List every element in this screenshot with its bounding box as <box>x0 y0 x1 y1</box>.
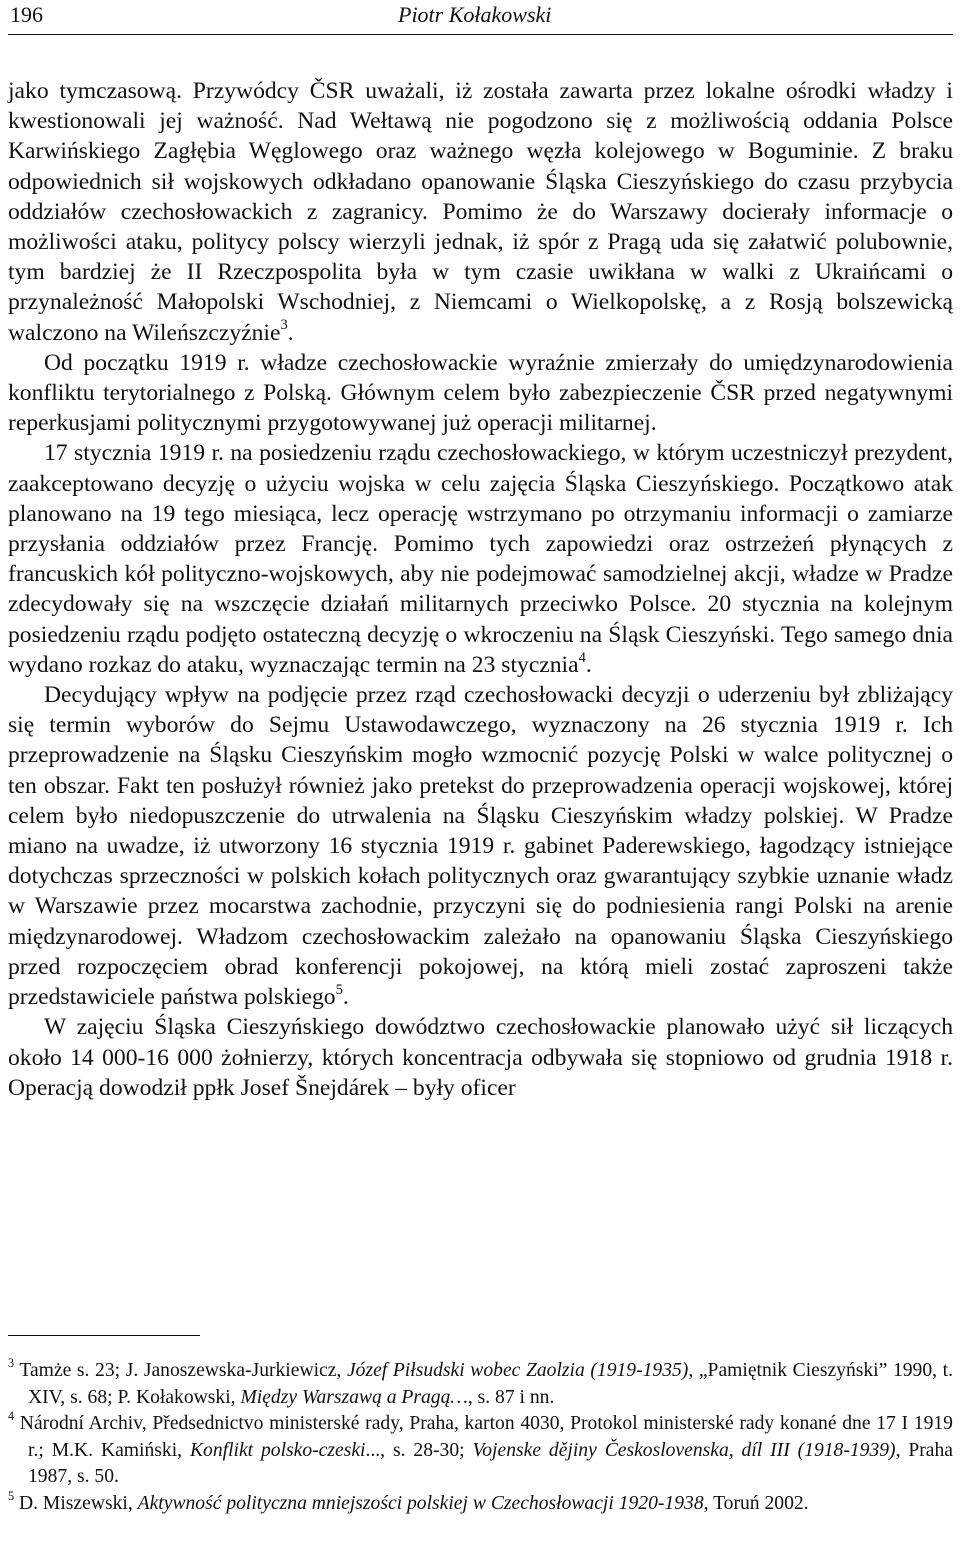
paragraph <box>8 680 953 1012</box>
footnote-number: 5 <box>8 1488 15 1503</box>
footnote-3 <box>8 1358 953 1411</box>
document-page <box>8 0 953 1552</box>
paragraph-end: . <box>585 651 592 678</box>
footnote-text: , Toruń 2002. <box>703 1492 809 1514</box>
paragraph-text: jako tymczasową. Przywódcy ČSR uważali, iż została zawarta przez lokalne ośrodki władzy i kwestionowali jej ważność. Nad Wełtawą nie pogodzono się z możliwością oddania Polsce Karwińskiego Zagłębia Węglowego oraz ważnego węzła kolejowego w Boguminie. Z braku odpowiednich sił wojskowych odkładano opanowanie Śląska Cieszyńskiego do czasu przybycia oddziałów czechosłowackich z zagranicy. Pomimo że do Warszawy docierały informacje o możliwości ataku, politycy polscy wierzyli jednak, iż spór z Pragą uda się załatwić polubownie, tym bardziej że II Rzeczpospolita była w tym czasie uwikłana w walki z Ukraińcami o przynależność Małopolski Wschodniej, z Niemcami o Wielkopolskę, a z Rosją bolszewicką walczono na Wileńszczyźnie <box>8 78 953 346</box>
footnote-5 <box>8 1488 953 1518</box>
paragraph-text: 17 stycznia 1919 r. na posiedzeniu rządu czechosłowackiego, w którym uczestniczył prezydent, zaakceptowano decyzję o użyciu wojska w celu zajęcia Śląska Cieszyńskiego. Początkowo atak planowano na 19 tego miesiąca, lecz operację wstrzymano po otrzymaniu informacji o zamiarze przysłania oddziałów przez Francję. Pomimo tych zapowiedzi oraz ostrzeżeń płynących z francuskich kół polityczno-wojskowych, aby nie podejmować samodzielnej akcji, władze w Pradze zdecydowały się na wszczęcie działań militarnych przeciwko Polsce. 20 stycznia na kolejnym posiedzeniu rządu podjęto ostateczną decyzję o wkroczeniu na Śląsk Cieszyński. Tego samego dnia wydano rozkaz do ataku, wyznaczając termin na 23 stycznia <box>8 440 953 678</box>
paragraph-end: . <box>287 319 294 346</box>
footnote-title: Józef Piłsudski wobec Zaolzia (1919-1935) <box>346 1360 689 1381</box>
paragraph: Od początku 1919 r. władze czechosłowackie wyraźnie zmierzały do umiędzynarodowienia konfliktu terytorialnego z Polską. Głównym celem było zabezpieczenie ČSR przed negatywnymi reperkusjami politycznymi przygotowywanej już operacji militarnej. <box>8 349 953 437</box>
footnote-text: D. Miszewski, <box>18 1492 138 1514</box>
paragraph-text: Decydujący wpływ na podjęcie przez rząd czechosłowacki decyzji o uderzeniu był zbliżający się termin wyborów do Sejmu Ustawodawczego, wyznaczony na 26 stycznia 1919 r. Ich przeprowadzenie na Śląsku Cieszyńskim mogło wzmocnić pozycję Polski w walce politycznej o ten obszar. Fakt ten posłużył również jako pretekst do przeprowadzenia operacji wojskowej, której celem było niedopuszczenie do utrwalenia na Śląsku Cieszyńskim władzy polskiej. W Pradze miano na uwadze, iż utworzony 16 stycznia 1919 r. gabinet Paderewskiego, łagodzący istniejące dotychczas sprzeczności w polskich kołach politycznych oraz gwarantujący szybkie uznanie władz w Warszawie przez mocarstwa zachodnie, przyczyni się do podniesienia rangi Polski na arenie międzynarodowej. Władzom czechosłowackim zależało na opanowaniu Śląska Cieszyńskiego przed rozpoczęciem obrad konferencji pokojowej, na którą mieli zostać zaproszeni także przedstawiciele państwa polskiego <box>8 682 953 1011</box>
paragraph <box>8 438 953 680</box>
footnote-title: Vojenske dějiny Československa, díl III (1918-1939) <box>472 1439 896 1461</box>
paragraph <box>8 76 953 348</box>
footnote-text: Národní Archiv, Předsednictvo ministerské rady, Praha, karton 4030, Protokol ministerské rady konané dne 17 I 1919 r.; M.K. Kamiński, <box>19 1413 953 1461</box>
page-header <box>8 0 953 35</box>
running-head-author: Piotr Kołakowski <box>398 2 552 27</box>
footnote-text: ..., s. 28-30; <box>365 1439 473 1461</box>
footnote-title: Aktywność polityczna mniejszości polskiej w Czechosłowacji 1920-1938 <box>137 1492 704 1514</box>
footnote-title: Konflikt polsko-czeski <box>189 1439 366 1461</box>
footnote-text: Tamże s. 23; J. Janoszewska-Jurkiewicz, <box>19 1360 347 1381</box>
footnote-4 <box>8 1411 953 1491</box>
footnote-title: Między Warszawą a Pragą… <box>240 1386 468 1408</box>
footnote-number: 4 <box>8 1409 15 1424</box>
page-number: 196 <box>10 2 43 27</box>
footnote-text: , s. 87 i nn. <box>467 1386 555 1408</box>
footnotes <box>8 1358 953 1517</box>
footnote-ref: 5 <box>335 981 343 998</box>
footnote-separator <box>8 1335 200 1336</box>
footnote-ref: 3 <box>280 317 288 334</box>
footnote-text: , Praha 1987, s. 50. <box>28 1439 953 1487</box>
footnote-number: 3 <box>8 1356 15 1371</box>
paragraph-end: . <box>342 984 349 1011</box>
main-text <box>8 76 953 1103</box>
footnote-ref: 4 <box>578 649 586 666</box>
footnote-text: , „Pamiętnik Cieszyński” 1990, t. XIV, s. 68; P. Kołakowski, <box>28 1360 953 1408</box>
paragraph: W zajęciu Śląska Cieszyńskiego dowództwo czechosłowackie planowało użyć sił liczących około 14 000-16 000 żołnierzy, których koncentracja odbywała się stopniowo od grudnia 1918 r. Operacją dowodził ppłk Josef Šnejdárek – były oficer <box>8 1014 953 1101</box>
